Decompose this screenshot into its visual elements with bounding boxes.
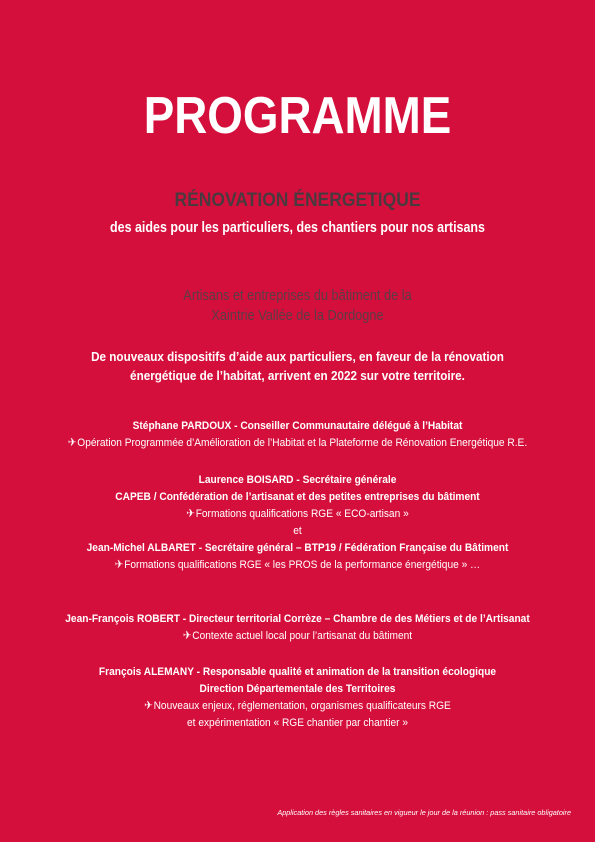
artisans-line-2: Xaintrie Vallée de la Dordogne [211,308,384,324]
speaker-topic-continued: et expérimentation « RGE chantier par chantier » [187,717,408,729]
speaker-topic [30,506,566,523]
speaker-topic [30,435,566,452]
subtitle: RÉNOVATION ÉNERGETIQUE [174,190,421,211]
speaker-block-boisard [30,472,566,540]
speaker-name: Jean-François ROBERT - Directeur territorial Corrèze – Chambre de des Métiers et de l’Artisanat [65,613,530,625]
footer-note: Application des règles sanitaires en vigueur le jour de la réunion : pass sanitaire obligatoire [277,808,571,817]
topic-text: Formations qualifications RGE « ECO-artisan » [195,508,409,520]
speaker-organisation: CAPEB / Confédération de l’artisanat et des petites entreprises du bâtiment [115,491,480,503]
speaker-block-pardoux [30,418,566,452]
intro-line-2: énergétique de l’habitat, arrivent en 2022 sur votre territoire. [130,368,465,383]
speaker-topic [30,557,566,574]
speaker-block-alemany [30,664,566,732]
tagline: des aides pour les particuliers, des chantiers pour nos artisans [110,220,485,236]
artisans-line-1: Artisans et entreprises du bâtiment de la [183,288,412,304]
intro-text [30,347,566,385]
topic-text: Contexte actuel local pour l’artisanat du bâtiment [192,630,413,642]
topic-text: Nouveaux enjeux, réglementation, organismes qualificateurs RGE [153,700,451,712]
page-title: PROGRAMME [143,87,452,145]
plane-arrow-icon: ✈ [114,559,124,571]
speaker-name: Jean-Michel ALBARET - Secrétaire général – BTP19 / Fédération Française du Bâtiment [86,542,509,554]
speaker-topic [30,628,566,645]
plane-arrow-icon: ✈ [144,700,153,712]
speaker-organisation: Direction Départementale des Territoires [199,683,396,695]
plane-arrow-icon: ✈ [186,508,195,520]
plane-arrow-icon: ✈ [182,630,192,642]
artisans-heading [36,286,560,326]
topic-text: Formations qualifications RGE « les PROS de la performance énergétique » … [124,559,481,571]
intro-line-1: De nouveaux dispositifs d’aide aux particuliers, en faveur de la rénovation [91,349,504,364]
speaker-block-albaret [30,540,566,574]
speaker-name: François ALEMANY - Responsable qualité et animation de la transition écologique [98,666,497,678]
speaker-topic [30,698,566,715]
conjunction-et: et [293,525,302,537]
speaker-name: Laurence BOISARD - Secrétaire générale [198,474,397,486]
speaker-name: Stéphane PARDOUX - Conseiller Communautaire délégué à l’Habitat [132,420,463,432]
topic-text: Opération Programmée d’Amélioration de l’Habitat et la Plateforme de Rénovation Energétique R.E. [77,437,528,449]
plane-arrow-icon: ✈ [67,437,77,449]
speaker-block-robert [30,611,566,645]
